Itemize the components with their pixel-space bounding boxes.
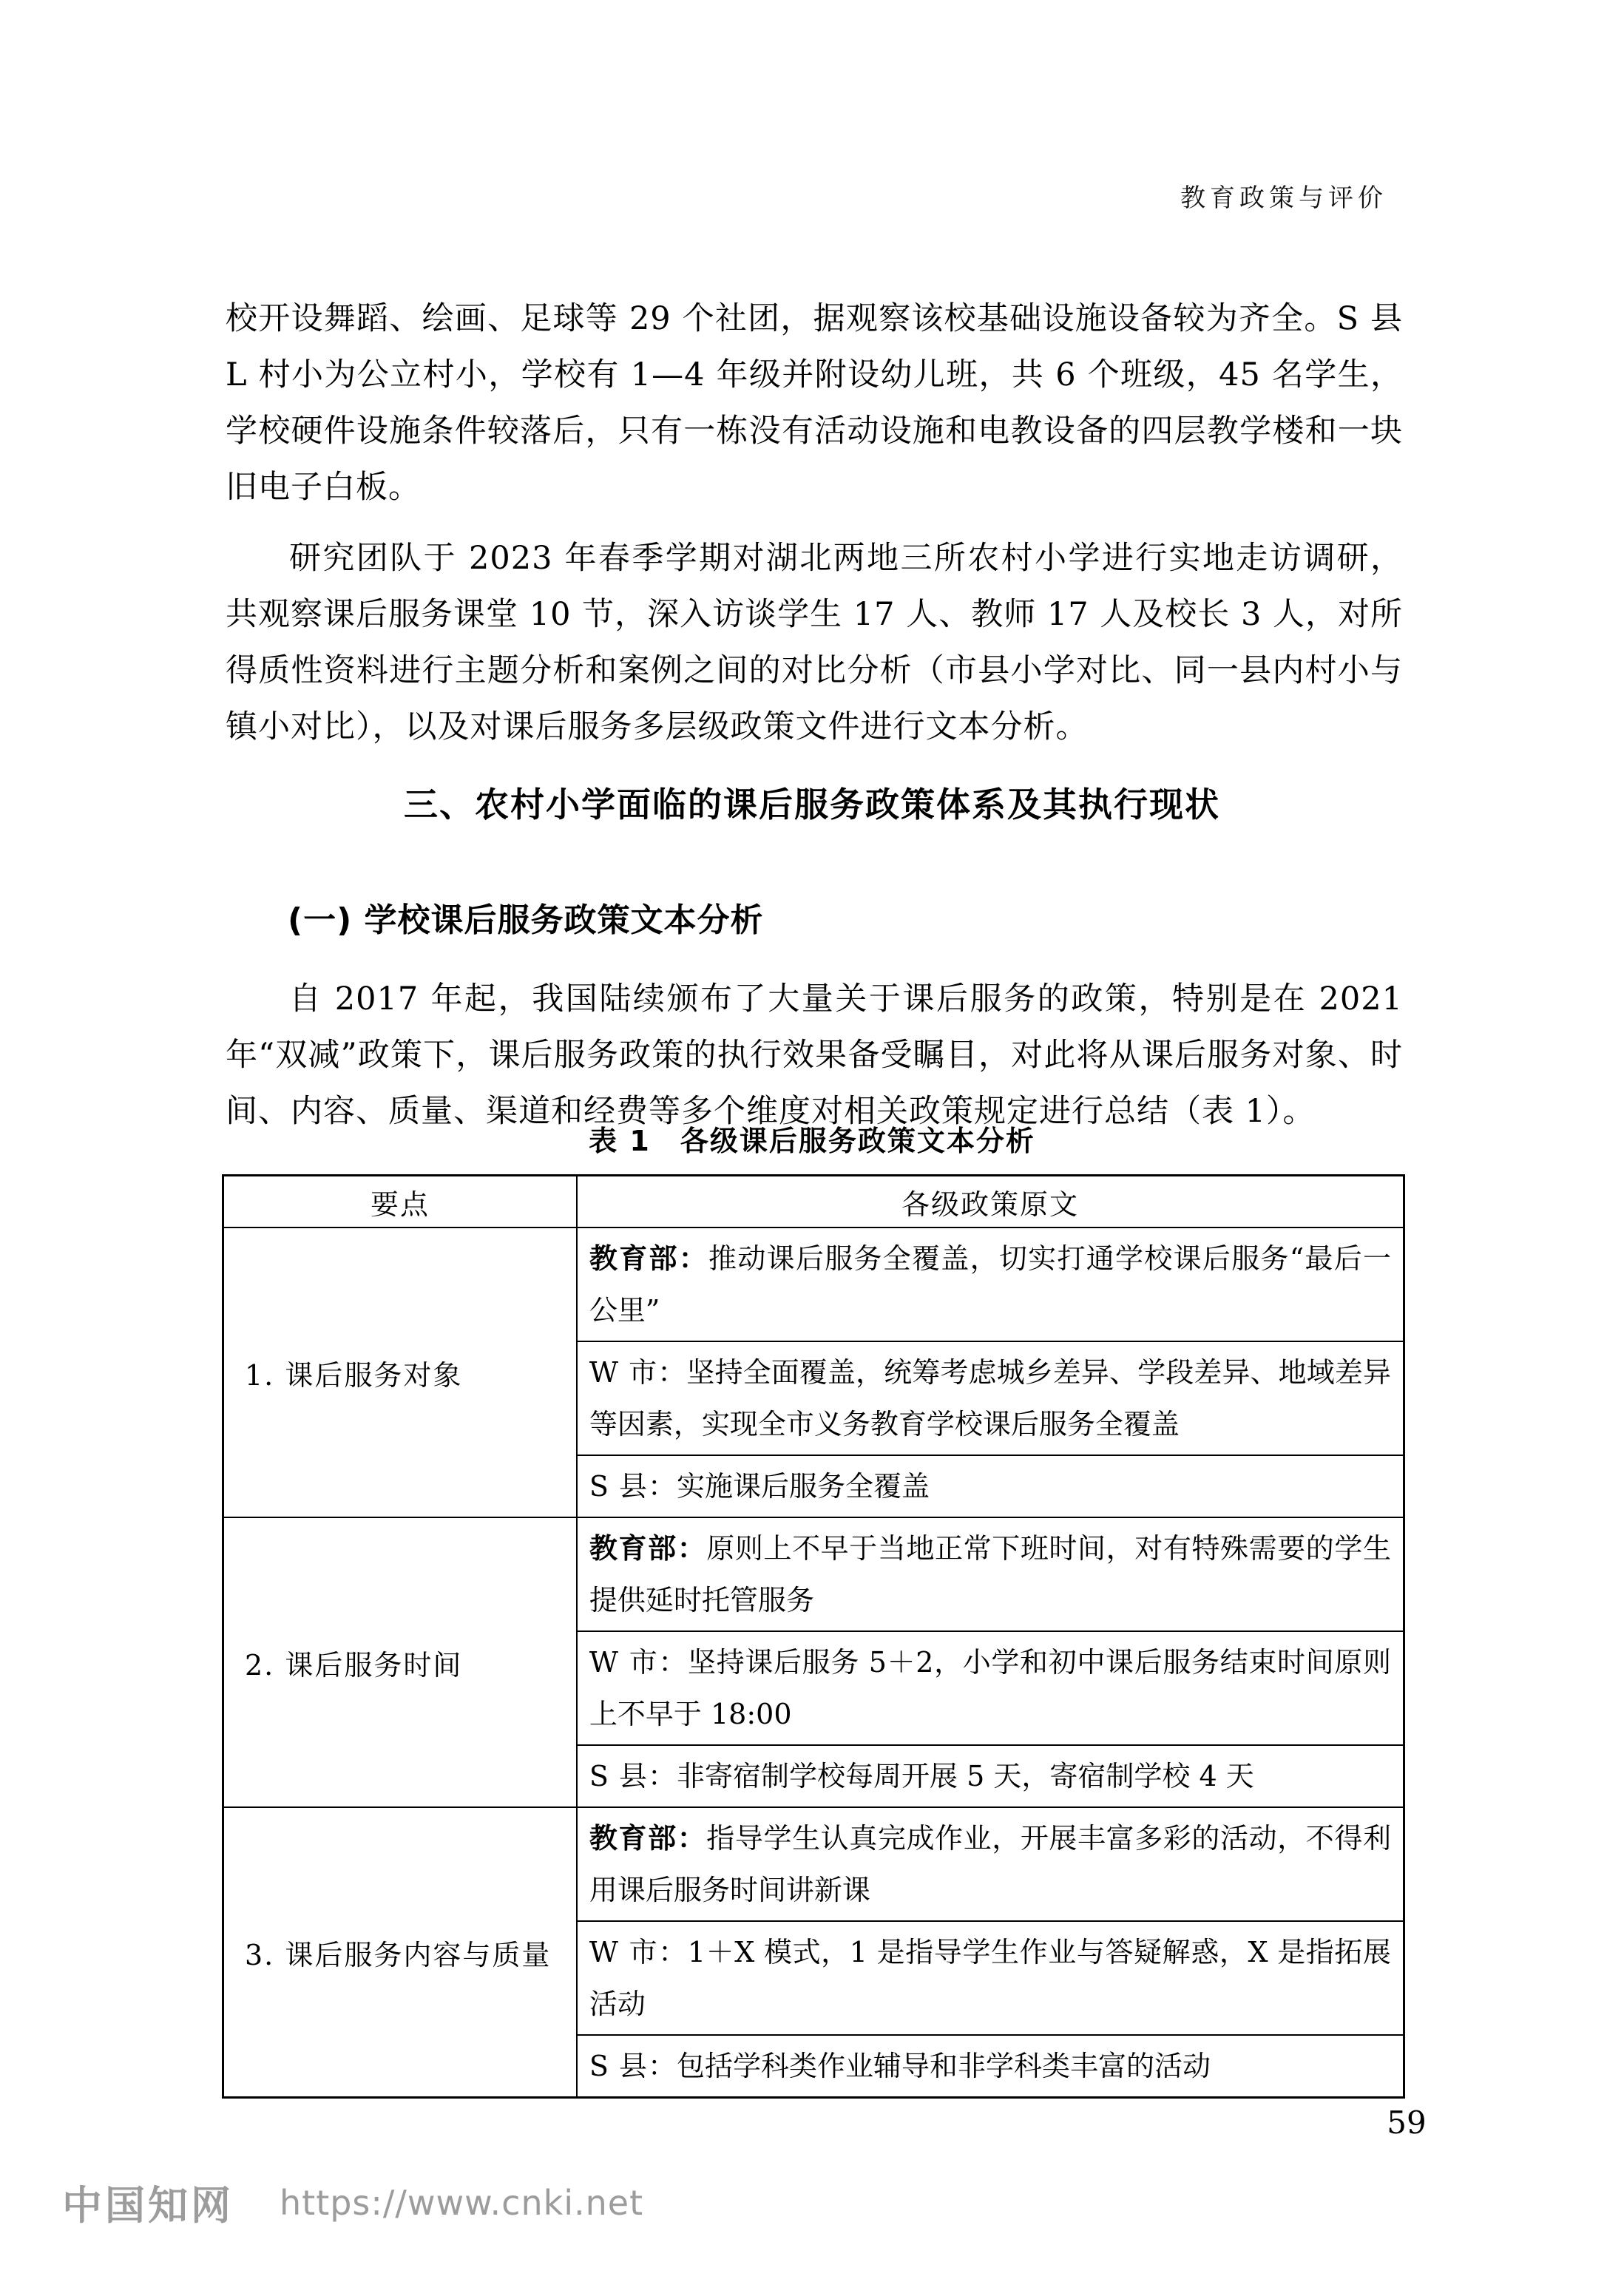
policy-text: 非寄宿制学校每周开展 5 天，寄宿制学校 4 天 — [677, 1760, 1254, 1792]
keypoint-cell-1: 1. 课后服务对象 — [223, 1227, 577, 1517]
running-head: 教育政策与评价 — [1180, 183, 1387, 213]
policy-label: 教育部： — [589, 1242, 709, 1275]
policy-text: 坚持全面覆盖，统筹考虑城乡差异、学段差异、地域差异等因素，实现全市义务教育学校课后服务全覆盖 — [589, 1356, 1391, 1440]
policy-label: W 市： — [589, 1936, 688, 1968]
policy-cell — [577, 1807, 1404, 1921]
table-row — [223, 1227, 1404, 1341]
section-heading: 三、农村小学面临的课后服务政策体系及其执行现状 — [404, 785, 1220, 824]
policy-cell — [577, 1745, 1404, 1807]
policy-label: 教育部： — [589, 1532, 707, 1565]
policy-label: W 市： — [589, 1356, 687, 1389]
cnki-url: https://www.cnki.net — [280, 2182, 644, 2223]
policy-cell — [577, 2035, 1404, 2098]
table-header-row — [223, 1176, 1404, 1228]
table-row — [223, 1807, 1404, 1921]
table-row — [223, 1517, 1404, 1631]
policy-text: 包括学科类作业辅导和非学科类丰富的活动 — [677, 2050, 1211, 2082]
policy-label: 教育部： — [589, 1822, 707, 1855]
policy-cell — [577, 1631, 1404, 1745]
cnki-logo-text: 中国知网 — [62, 2182, 234, 2229]
policy-text: 推动课后服务全覆盖，切实打通学校课后服务“最后一公里” — [589, 1242, 1391, 1327]
keypoint-cell-3: 3. 课后服务内容与质量 — [223, 1807, 577, 2098]
keypoint-cell-2: 2. 课后服务时间 — [223, 1517, 577, 1807]
policy-label: S 县： — [589, 1760, 677, 1792]
paragraph-research-method: 研究团队于 2023 年春季学期对湖北两地三所农村小学进行实地走访调研，共观察课后服务课堂 10 节，深入访谈学生 17 人、教师 17 人及校长 3 人，对所得质性资料进行主题分析和案例之间的对比分析（市县小学对比、同一县内村小与镇小对比），以及对课后服务多层级政策文件进行文本分析。 — [226, 540, 1403, 745]
col-header-policy-text: 各级政策原文 — [577, 1176, 1404, 1228]
policy-cell — [577, 1227, 1404, 1341]
subsection-heading: (一) 学校课后服务政策文本分析 — [288, 901, 764, 939]
policy-label: W 市： — [589, 1646, 688, 1679]
policy-label: S 县： — [589, 2050, 677, 2082]
policy-text: 实施课后服务全覆盖 — [677, 1470, 930, 1503]
policy-table — [222, 1174, 1405, 2099]
col-header-keypoint: 要点 — [223, 1176, 577, 1228]
page-number: 59 — [1387, 2104, 1427, 2141]
paragraph-policy-overview: 自 2017 年起，我国陆续颁布了大量关于课后服务的政策，特别是在 2021 年“双减”政策下，课后服务政策的执行效果备受瞩目，对此将从课后服务对象、时间、内容、质量、渠道和经费等多个维度对相关政策规定进行总结（表 1）。 — [226, 981, 1403, 1130]
paragraph-school-facilities: 校开设舞蹈、绘画、足球等 29 个社团，据观察该校基础设施设备较为齐全。S 县 L 村小为公立村小，学校有 1—4 年级并附设幼儿班，共 6 个班级，45 名学生，学校硬件设施条件较落后，只有一栋没有活动设施和电教设备的四层教学楼和一块旧电子白板。 — [226, 300, 1403, 506]
cnki-watermark — [62, 2174, 643, 2231]
policy-cell — [577, 1921, 1404, 2035]
table-caption: 表 1 各级课后服务政策文本分析 — [589, 1125, 1035, 1157]
policy-text: 1＋X 模式，1 是指导学生作业与答疑解惑，X 是指拓展活动 — [589, 1936, 1392, 2020]
policy-text: 坚持课后服务 5＋2，小学和初中课后服务结束时间原则上不早于 18:00 — [589, 1646, 1391, 1730]
policy-cell — [577, 1341, 1404, 1455]
policy-text: 原则上不早于当地正常下班时间，对有特殊需要的学生提供延时托管服务 — [589, 1532, 1391, 1616]
policy-cell — [577, 1517, 1404, 1631]
policy-text: 指导学生认真完成作业，开展丰富多彩的活动，不得利用课后服务时间讲新课 — [589, 1822, 1391, 1906]
policy-cell — [577, 1455, 1404, 1517]
policy-label: S 县： — [589, 1470, 677, 1503]
